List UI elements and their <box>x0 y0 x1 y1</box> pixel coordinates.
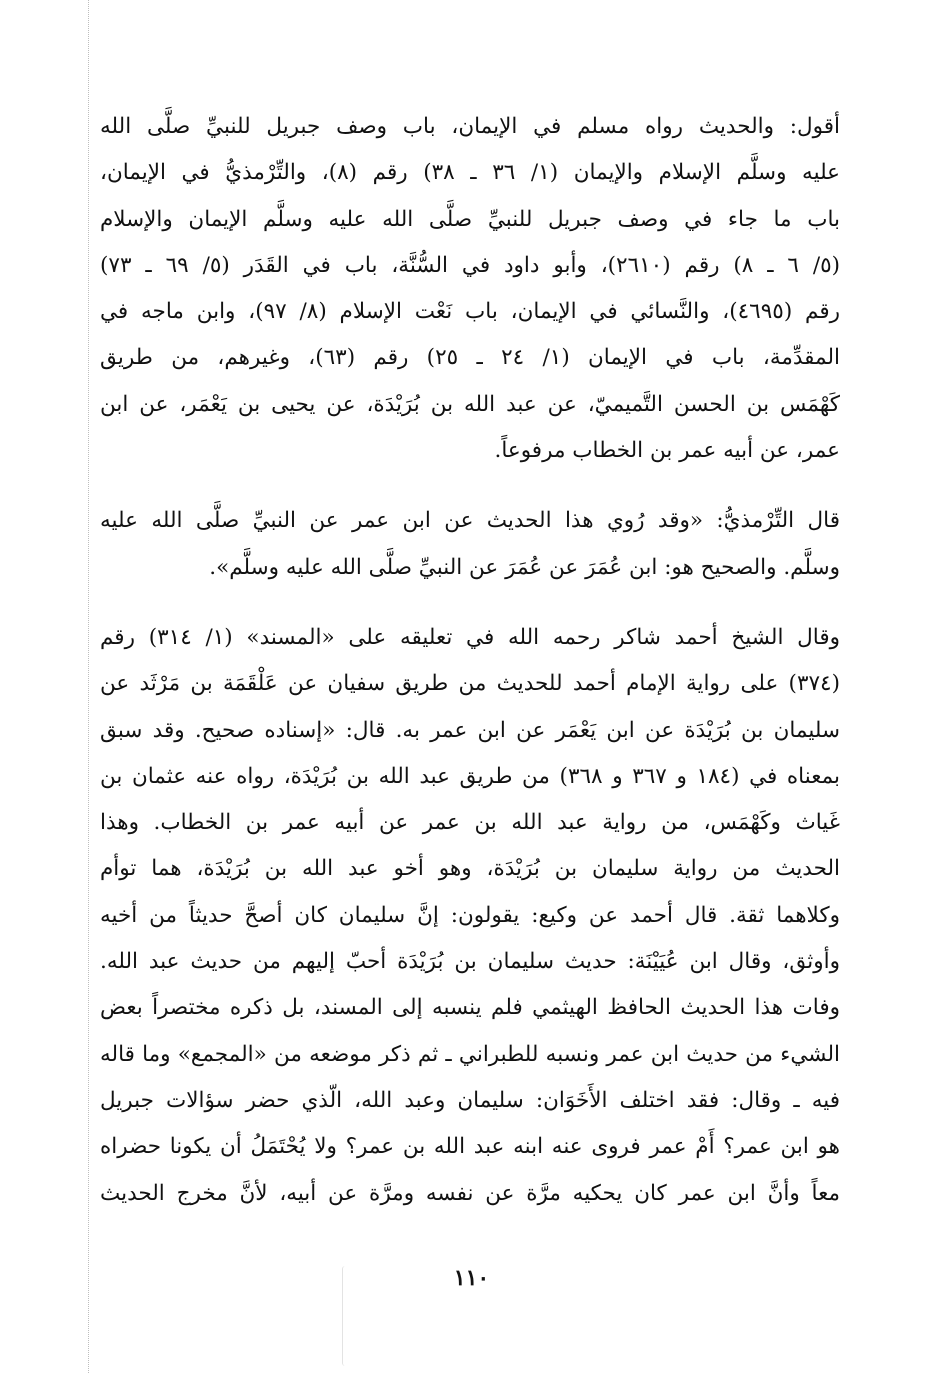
page-number: ١١٠ <box>453 1265 490 1291</box>
text-line: عليه وسلَّم الإسلام والإيمان (١/ ٣٦ ـ ٣٨) رقم (٨)، والتِّرْمذيُّ في الإيمان، <box>100 160 840 186</box>
text-line: هو ابن عمر؟ أَمْ عمر فروى عنه ابنه عبد الله بن عمر؟ ولا يُحْتَمَلُ أن يكونا حضراه <box>100 1134 840 1160</box>
text-line: عمر، عن أبيه عمر بن الخطاب مرفوعاً. <box>494 438 840 464</box>
text-line: الشيء من حديث ابن عمر ونسبه للطبراني ـ ثم ذكر موضعه من «المجمع» وما قاله <box>100 1041 840 1067</box>
text-line: وكلاهما ثقة. قال أحمد عن وكيع: يقولون: إنَّ سليمان كان أصحَّ حديثاً من أخيه <box>100 902 840 928</box>
paper-fold-mark <box>342 1266 349 1366</box>
text-line: فيه ـ وقال: فقد اختلف الأَخَوَان: سليمان وعبد الله، الّذي حضر سؤالات جبريل <box>100 1087 840 1113</box>
paragraph-shakir-commentary <box>100 615 840 1217</box>
text-line: بمعناه في (١٨٤ و ٣٦٧ و ٣٦٨) من طريق عبد الله بن بُرَيْدَة، رواه عنه عثمان بن <box>100 763 840 789</box>
text-line: كَهْمَس بن الحسن التَّميميّ، عن عبد الله بن بُرَيْدَة، عن يحيى بن يَعْمَر، عن ابن <box>100 391 840 417</box>
paragraph-tirmidhi-quote <box>100 498 840 591</box>
text-line: قال التِّرْمذيُّ: «وقد رُوي هذا الحديث عن ابن عمر عن النبيِّ صلَّى الله عليه <box>100 508 840 534</box>
binding-margin-line <box>88 0 89 1373</box>
text-line: المقدِّمة، باب في الإيمان (١/ ٢٤ ـ ٢٥) رقم (٦٣)، وغيرهم، من طريق <box>100 345 840 371</box>
text-line: معاً وأنَّ ابن عمر كان يحكيه مرَّة عن نفسه ومرَّة عن أبيه، لأنَّ مخرج الحديث <box>100 1180 840 1206</box>
text-line: وقال الشيخ أحمد شاكر رحمه الله في تعليقه على «المسند» (١/ ٣١٤) رقم <box>100 624 840 650</box>
text-line: غَياث وكَهْمَس، من رواية عبد الله بن عمر عن أبيه عمر بن الخطاب. وهذا <box>100 810 840 836</box>
page-body <box>100 104 840 1217</box>
text-line: أقول: والحديث رواه مسلم في الإيمان، باب وصف جبريل للنبيِّ صلَّى الله <box>100 114 840 139</box>
text-line: رقم (٤٦٩٥)، والنَّسائي في الإيمان، باب نَعْت الإسلام (٨/ ٩٧)، وابن ماجه في <box>100 299 840 325</box>
text-line: (٣٧٤) على رواية الإمام أحمد للحديث من طريق سفيان عن عَلْقَمَة بن مَرْثَد عن <box>100 671 840 697</box>
text-line: (٥/ ٦ ـ ٨) رقم (٢٦١٠)، وأبو داود في السُّنَّة، باب في القَدَر (٥/ ٦٩ ـ ٧٣) <box>100 252 840 278</box>
text-line: باب ما جاء في وصف جبريل للنبيِّ صلَّى الله عليه وسلَّم الإيمان والإسلام <box>100 206 840 232</box>
paragraph-takhrij <box>100 104 840 474</box>
text-line: وأوثق، وقال ابن عُيَيْنَة: حديث سليمان بن بُرَيْدَة أحبّ إليهم من حديث عبد الله. <box>100 949 840 975</box>
text-line: وفات هذا الحديث الحافظ الهيثمي فلم ينسبه إلى المسند، بل ذكره مختصراً بعض <box>100 995 840 1021</box>
text-line: الحديث من رواية سليمان بن بُرَيْدَة، وهو أخو عبد الله بن بُرَيْدَة، هما توأم <box>100 856 840 882</box>
text-line: وسلَّم. والصحيح هو: ابن عُمَرَ عن عُمَرَ عن النبيِّ صلَّى الله عليه وسلَّم». <box>209 554 840 580</box>
text-line: سليمان بن بُرَيْدَة عن ابن يَعْمَر عن ابن عمر به. قال: «إسناده صحيح. وقد سبق <box>100 717 840 743</box>
